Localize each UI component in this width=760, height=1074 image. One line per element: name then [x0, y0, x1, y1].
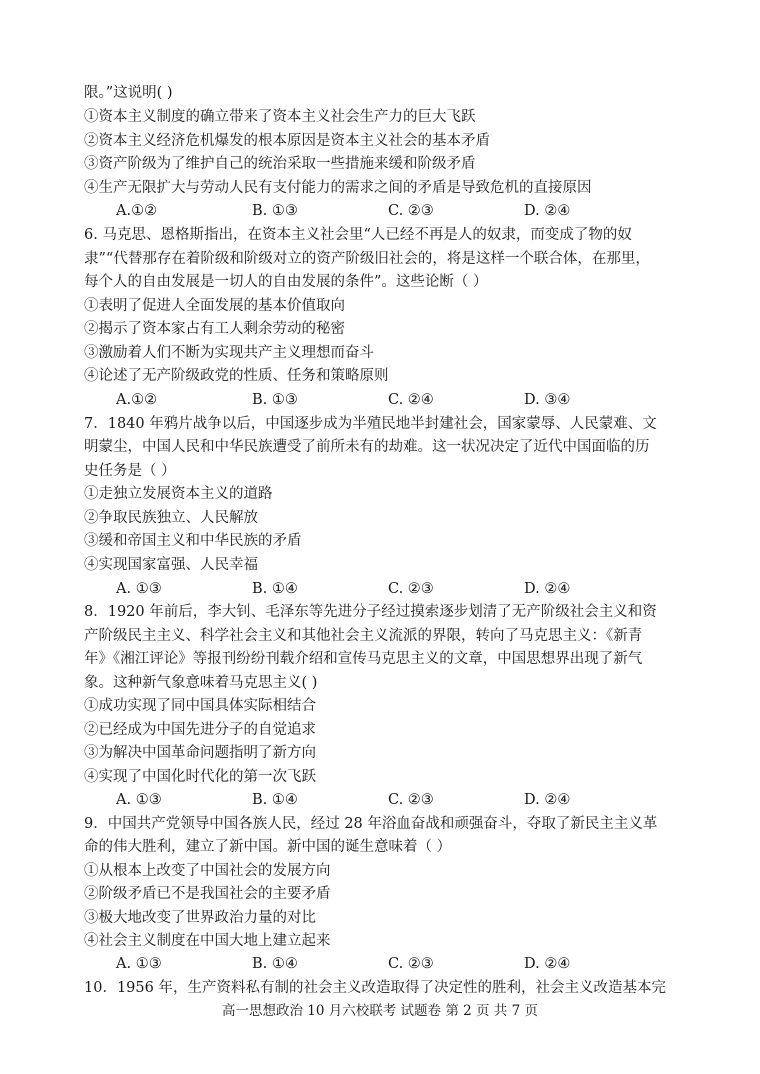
q5-statement-4: ④生产无限扩大与劳动人民有支付能力的需求之间的矛盾是导致危机的直接原因 — [84, 180, 592, 196]
option-a: A. ①③ — [116, 956, 162, 972]
q6-stem-3: 每个人的自由发展是一切人的自由发展的条件”。这些论断（ ） — [84, 274, 488, 290]
q6-stem-2: 隶”“代替那存在着阶级和阶级对立的资产阶级旧社会的，将是这样一个联合体，在那里， — [84, 251, 650, 267]
q7-stem-2: 明蒙尘，中国人民和中华民族遭受了前所未有的劫难。这一状况决定了近代中国面临的历 — [84, 439, 650, 455]
q5-statement-3: ③资产阶级为了维护自己的统治采取一些措施来缓和阶级矛盾 — [84, 156, 476, 172]
option-c: C. ②③ — [388, 203, 434, 219]
q9-statement-1: ①从根本上改变了中国社会的发展方向 — [84, 863, 331, 879]
option-a: A.①② — [116, 392, 158, 408]
q5-statement-1: ①资本主义制度的确立带来了资本主义社会生产力的巨大飞跃 — [84, 109, 476, 125]
option-d: D. ②④ — [524, 956, 571, 972]
q6-statement-2: ②揭示了资本家占有工人剩余劳动的秘密 — [84, 321, 345, 337]
option-a: A.①② — [116, 203, 158, 219]
option-c: C. ②③ — [388, 581, 434, 597]
q5-statement-2: ②资本主义经济危机爆发的根本原因是资本主义社会的基本矛盾 — [84, 133, 490, 149]
q8-statement-3: ③为解决中国革命问题指明了新方向 — [84, 745, 316, 761]
q9-statement-2: ②阶级矛盾已不是我国社会的主要矛盾 — [84, 886, 331, 902]
q5-stem-end: 限。”这说明( ) — [84, 85, 173, 101]
q8-stem-1: 8．1920 年前后，李大钊、毛泽东等先进分子经过摸索逐步划清了无产阶级社会主义和资 — [84, 604, 657, 620]
q9-stem-1: 9．中国共产党领导中国各族人民，经过 28 年浴血奋战和顽强奋斗，夺取了新民主主义革 — [84, 816, 658, 832]
option-b: B. ①④ — [252, 792, 298, 808]
page-footer: 高一思想政治 10 月六校联考 试题卷 第 2 页 共 7 页 — [222, 1003, 538, 1019]
option-d: D. ②④ — [524, 792, 571, 808]
q9-statement-3: ③极大地改变了世界政治力量的对比 — [84, 910, 316, 926]
q7-statement-4: ④实现国家富强、人民幸福 — [84, 557, 258, 573]
q7-statement-2: ②争取民族独立、人民解放 — [84, 510, 258, 526]
q8-stem-3: 年》《湘江评论》等报刊纷纷刊载介绍和宣传马克思主义的文章，中国思想界出现了新气 — [84, 651, 643, 667]
q8-options — [84, 791, 684, 809]
q9-statement-4: ④社会主义制度在中国大地上建立起来 — [84, 933, 331, 949]
q8-statement-1: ①成功实现了同中国具体实际相结合 — [84, 698, 316, 714]
q7-stem-1: 7．1840 年鸦片战争以后，中国逐步成为半殖民地半封建社会，国家蒙辱、人民蒙难、文 — [84, 416, 657, 432]
option-a: A. ①③ — [116, 792, 162, 808]
option-c: C. ②③ — [388, 792, 434, 808]
q6-statement-1: ①表明了促进人全面发展的基本价值取向 — [84, 298, 345, 314]
option-d: D. ②④ — [524, 581, 571, 597]
option-d: D. ③④ — [524, 392, 571, 408]
q8-statement-2: ②已经成为中国先进分子的自觉追求 — [84, 722, 316, 738]
q6-options — [84, 391, 684, 409]
q6-stem-1: 6. 马克思、恩格斯指出，在资本主义社会里“人已经不再是人的奴隶，而变成了物的奴 — [84, 227, 632, 243]
q6-statement-4: ④论述了无产阶级政党的性质、任务和策略原则 — [84, 368, 389, 384]
option-c: C. ②③ — [388, 956, 434, 972]
option-b: B. ①③ — [252, 203, 298, 219]
q7-statement-3: ③缓和帝国主义和中华民族的矛盾 — [84, 533, 302, 549]
q8-stem-4: 象。这种新气象意味着马克思主义( ) — [84, 675, 318, 691]
option-b: B. ①③ — [252, 392, 298, 408]
q7-stem-3: 史任务是（ ） — [84, 463, 176, 479]
q8-stem-2: 产阶级民主主义、科学社会主义和其他社会主义流派的界限，转向了马克思主义：《新青 — [84, 628, 643, 644]
option-d: D. ②④ — [524, 203, 571, 219]
q9-options — [84, 955, 684, 973]
option-b: B. ①④ — [252, 956, 298, 972]
q7-statement-1: ①走独立发展资本主义的道路 — [84, 486, 273, 502]
option-b: B. ①④ — [252, 581, 298, 597]
option-c: C. ②④ — [388, 392, 434, 408]
q10-stem-1: 10．1956 年，生产资料私有制的社会主义改造取得了决定性的胜利，社会主义改造基本完 — [84, 980, 666, 996]
q8-statement-4: ④实现了中国化时代化的第一次飞跃 — [84, 769, 316, 785]
option-a: A. ①③ — [116, 581, 162, 597]
q9-stem-2: 命的伟大胜利，建立了新中国。新中国的诞生意味着（ ） — [84, 839, 452, 855]
q6-statement-3: ③激励着人们不断为实现共产主义理想而奋斗 — [84, 345, 374, 361]
q7-options — [84, 580, 684, 598]
q5-options — [84, 202, 684, 220]
